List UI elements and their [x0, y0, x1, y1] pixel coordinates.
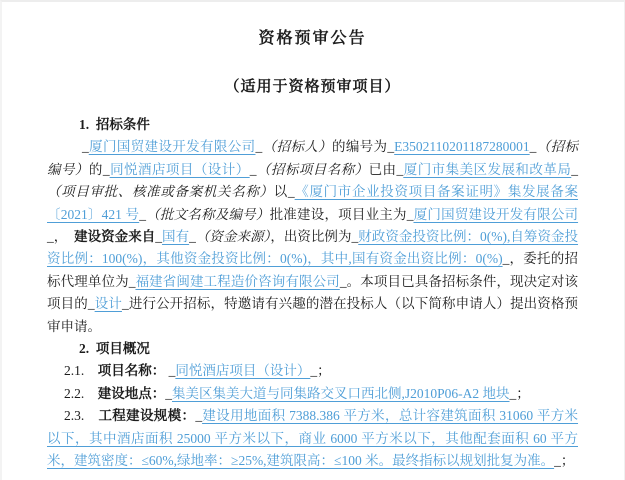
filled-field-value: 建设用地面积 7388.386 平方米，总计容建筑面积 31060 平方米以下，其中酒店面积 25000 平方米以下，商业 6000 平方米以下，其他配套面积 60 平方米，建筑密度：≤60%,绿地率：≥25%,建筑限高：≤100 米。最终指标以规划批复为准。: [47, 408, 579, 469]
filled-field-value: 集美区集美大道与同集路交叉口西北侧,J2010P06-A2 地块: [172, 385, 510, 401]
filled-field-value: 国有: [162, 229, 190, 245]
underscore-blank: _: [47, 229, 54, 245]
filled-field-value: 财政资金投资比例：0(%),自筹资金投资比例：100(%)，其他资金投资比例：0(%)，其中,国有资金出资比例：0(%): [47, 229, 579, 267]
filled-field-value: E3502110201187280001: [394, 139, 530, 155]
section-1-heading: [47, 114, 578, 136]
underscore-blank: _: [509, 385, 517, 401]
underscore-blank: _: [87, 296, 95, 312]
filled-field-value: 厦门国贸建设开发有限公司: [88, 139, 256, 155]
underscore-blank: _: [387, 139, 395, 155]
filled-field-value: 福建省闽建工程造价咨询有限公司: [135, 273, 340, 289]
underscore-blank: _: [121, 296, 129, 312]
underscore-blank: _: [165, 385, 172, 401]
text-run: 已由: [368, 161, 397, 177]
section-2-heading: [47, 338, 578, 360]
underscore-blank: _: [529, 139, 537, 155]
item-2-2-location: [47, 383, 578, 405]
underscore-blank: _: [406, 206, 414, 222]
field-descriptor: （项目审批、核准或备案机关名称）: [47, 184, 274, 200]
underscore-blank: _: [155, 229, 163, 245]
underscore-blank: _: [351, 229, 359, 245]
text-run: 的编号为: [331, 139, 388, 155]
underscore-blank: _: [339, 273, 347, 289]
underscore-blank: _: [554, 453, 561, 469]
document-body: [47, 114, 578, 473]
underscore-blank: _: [139, 206, 146, 222]
text-run: 的: [88, 161, 103, 177]
text-run: 以: [273, 184, 288, 200]
text-run: ，出资比例为: [270, 229, 352, 245]
text-run: 2.2.: [64, 385, 98, 401]
text-run: ；: [560, 453, 575, 469]
underscore-blank: _: [102, 161, 110, 177]
underscore-blank: _: [195, 408, 203, 424]
text-run: 2.3.: [64, 408, 99, 424]
field-descriptor: （招标项目名称）: [256, 161, 369, 177]
section-1-paragraph: [47, 136, 578, 338]
text-run: 建设地点：: [97, 385, 166, 401]
underscore-blank: _: [502, 251, 510, 267]
text-run: ；: [516, 385, 530, 401]
filled-field-value: 厦门市集美区发展和改革局: [403, 161, 572, 177]
underscore-blank: _: [310, 363, 318, 379]
field-descriptor: （资金来源）: [195, 229, 271, 245]
underscore-blank: _: [82, 139, 89, 155]
text-run: ，: [53, 229, 75, 245]
underscore-blank: _: [165, 363, 176, 379]
underscore-blank: _: [287, 184, 295, 200]
underscore-blank: _: [255, 139, 263, 155]
item-2-1-project-name: [47, 360, 578, 382]
text-run: 项目名称：: [97, 363, 166, 379]
text-run: ，委托的招标代理单位为: [47, 251, 578, 289]
text-run: 批准建设，项目业主为: [269, 206, 407, 222]
field-descriptor: （招标编号）: [47, 139, 579, 177]
document-title: 资格预审公告: [258, 30, 367, 47]
text-run: 2.1.: [64, 363, 98, 379]
text-run: 建设资金来自: [74, 229, 156, 245]
underscore-blank: _: [571, 161, 579, 177]
filled-field-value: 《厦门市企业投资项目备案证明》集发展备案〔2021〕421 号: [47, 184, 579, 222]
text-run: ；: [317, 363, 331, 379]
field-descriptor: （批文名称及编号）: [145, 206, 270, 222]
underscore-blank: _: [396, 161, 404, 177]
text-run: 2. 项目概况: [79, 341, 150, 357]
text-run: 。本项目已具备招标条件，现决定对该项目的: [47, 273, 579, 312]
item-2-3-scale: [47, 405, 578, 472]
underscore-blank: _: [249, 161, 257, 177]
underscore-blank: _: [128, 273, 136, 289]
document-subtitle: （适用于资格预审项目）: [224, 79, 401, 95]
field-descriptor: （招标人）: [262, 139, 332, 155]
filled-field-value: 厦门国贸建设开发有限公司: [413, 206, 579, 222]
filled-field-value: 同悦酒店项目（设计）: [109, 161, 250, 177]
text-run: 工程建设规模：: [98, 408, 196, 424]
filled-field-value: 设计: [94, 296, 122, 312]
underscore-blank: _: [189, 229, 196, 245]
filled-field-value: 同悦酒店项目（设计）: [175, 363, 311, 379]
text-run: 1. 招标条件: [79, 117, 150, 132]
text-run: 进行公开招标，特邀请有兴趣的潜在投标人（以下简称申请人）提出资格预审申请。: [47, 296, 579, 334]
